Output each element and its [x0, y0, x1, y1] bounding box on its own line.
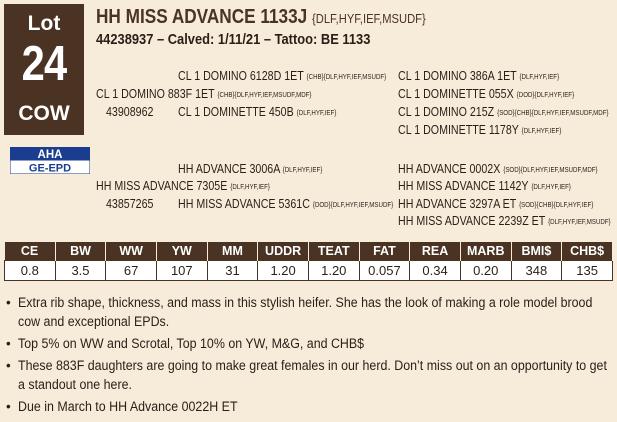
- epd-value: 0.34: [410, 261, 461, 281]
- lot-sex: COW: [18, 102, 70, 125]
- pedigree-name: HH ADVANCE 0002X: [398, 161, 501, 176]
- aha-ge-epd-logo: [10, 147, 90, 174]
- pedigree-tags: {CHB}{DLF,HYF,IEF,MSUDF,MDF}: [217, 90, 312, 99]
- note-item: [4, 356, 613, 394]
- sire-gp1: [398, 68, 559, 83]
- pedigree-name: CL 1 DOMINETTE 450B: [178, 104, 294, 119]
- pedigree-tags: {DLF,HYF,IEF,MSUDF}: [548, 217, 611, 226]
- pedigree-tags: {DLF,HYF,IEF}: [519, 72, 560, 81]
- epd-value: 31: [207, 261, 258, 281]
- pedigree-tags: {DOD}{DLF,HYF,IEF,MSUDF}: [312, 200, 394, 209]
- epd-header: MARB: [460, 242, 511, 261]
- pedigree-name: HH MISS ADVANCE 1142Y: [398, 178, 529, 193]
- epd-header: CE: [5, 242, 56, 261]
- animal-details: 44238937 – Calved: 1/11/21 – Tattoo: BE 1133: [96, 31, 371, 48]
- epd-value-row: [5, 261, 613, 281]
- note-text: Due in March to HH Advance 0022H ET: [18, 399, 238, 414]
- dam-gp3: [398, 196, 593, 211]
- pedigree-name: HH ADVANCE 3006A: [178, 161, 280, 176]
- pedigree-tags: {DOD}{DLF,HYF,IEF}: [516, 90, 575, 99]
- epd-value: 135: [562, 261, 613, 281]
- note-text: Top 5% on WW and Scrotal, Top 10% on YW, M&G, and CHB$: [18, 336, 365, 351]
- pedigree-name: CL 1 DOMINETTE 1178Y: [398, 122, 519, 137]
- epd-header: TEAT: [308, 242, 359, 261]
- epd-value: 348: [511, 261, 562, 281]
- note-item: [4, 293, 613, 331]
- sire-gp4: [398, 122, 561, 137]
- logo-bottom-text: GE-EPD: [28, 162, 72, 174]
- epd-value: 0.057: [359, 261, 410, 281]
- note-item: [4, 397, 613, 416]
- epd-value: 1.20: [258, 261, 309, 281]
- epd-header-row: [5, 242, 613, 261]
- pedigree-tags: {CHB}{DLF,HYF,IEF,MSUDF}: [306, 72, 387, 81]
- lot-notes: [4, 293, 613, 419]
- epd-value: 67: [106, 261, 157, 281]
- pedigree-name: HH MISS ADVANCE 5361C: [178, 196, 310, 211]
- epd-header: FAT: [359, 242, 410, 261]
- epd-value: 107: [156, 261, 207, 281]
- pedigree-tags: {SOD}{CHB}{DLF,HYF,IEF,MSUDF,MDF}: [497, 108, 609, 117]
- pedigree-name: HH ADVANCE 3297A ET: [398, 196, 517, 211]
- epd-header: REA: [410, 242, 461, 261]
- epd-header: BW: [55, 242, 106, 261]
- pedigree-name: CL 1 DOMINETTE 055X: [398, 86, 514, 101]
- pedigree-name: CL 1 DOMINO 215Z: [398, 104, 495, 119]
- pedigree-tags: {DLF,HYF,IEF}: [531, 182, 571, 191]
- sire-dam: [178, 104, 336, 119]
- pedigree-tags: {DLF,HYF,IEF}: [282, 165, 323, 174]
- dam-gp2: [398, 178, 571, 193]
- pedigree-name: CL 1 DOMINO 6128D 1ET: [178, 68, 304, 83]
- sire: [96, 86, 311, 101]
- pedigree-name: CL 1 DOMINO 883F 1ET: [96, 86, 215, 101]
- pedigree-tags: {SOD}{DLF,HYF,IEF,MSUDF,MDF}: [503, 165, 598, 174]
- sire-reg: 43908962: [106, 104, 154, 119]
- epd-value: 0.20: [460, 261, 511, 281]
- dam-sire: [178, 161, 322, 176]
- pedigree-name: HH MISS ADVANCE 7305E: [96, 178, 228, 193]
- lot-label: Lot: [27, 12, 61, 35]
- epd-header: CHB$: [562, 242, 613, 261]
- animal-tags: {DLF,HYF,IEF,MSUDF}: [312, 11, 426, 26]
- note-item: [4, 334, 613, 353]
- animal-name: [96, 6, 426, 29]
- epd-header: MM: [207, 242, 258, 261]
- pedigree-tags: {SOD}{CHB}{DLF,HYF,IEF}: [519, 200, 594, 209]
- dam-dam: [178, 196, 393, 211]
- note-text: Extra rib shape, thickness, and mass in this stylish heifer. She has the look of making a role model brood cow and exceptional EPDs.: [18, 295, 593, 329]
- epd-header: WW: [106, 242, 157, 261]
- epd-header: YW: [156, 242, 207, 261]
- lot-number: 24: [21, 37, 67, 91]
- logo-top-text: AHA: [37, 149, 63, 161]
- pedigree-tags: {DLF,HYF,IEF}: [521, 126, 562, 135]
- sire-gp3: [398, 104, 609, 119]
- epd-value: 3.5: [55, 261, 106, 281]
- pedigree-name: HH MISS ADVANCE 2239Z ET: [398, 213, 546, 228]
- lot-badge: [4, 4, 84, 135]
- dam: [96, 178, 270, 193]
- sire-gp2: [398, 86, 574, 101]
- sire-sire: [178, 68, 386, 83]
- dam-gp1: [398, 161, 598, 176]
- pedigree-name: CL 1 DOMINO 386A 1ET: [398, 68, 517, 83]
- note-text: These 883F daughters are going to make great females in our herd. Don’t miss out on an opportunity to get a standout one here.: [18, 358, 607, 392]
- epd-value: 1.20: [308, 261, 359, 281]
- epd-value: 0.8: [5, 261, 56, 281]
- epd-table: [4, 242, 613, 281]
- pedigree-tags: {DLF,HYF,IEF}: [230, 182, 270, 191]
- pedigree-tags: {DLF,HYF,IEF}: [296, 108, 337, 117]
- epd-header: UDDR: [258, 242, 309, 261]
- animal-name-text: HH MISS ADVANCE 1133J: [96, 6, 308, 28]
- epd-header: BMI$: [511, 242, 562, 261]
- dam-reg: 43857265: [106, 196, 154, 211]
- dam-gp4: [398, 213, 611, 228]
